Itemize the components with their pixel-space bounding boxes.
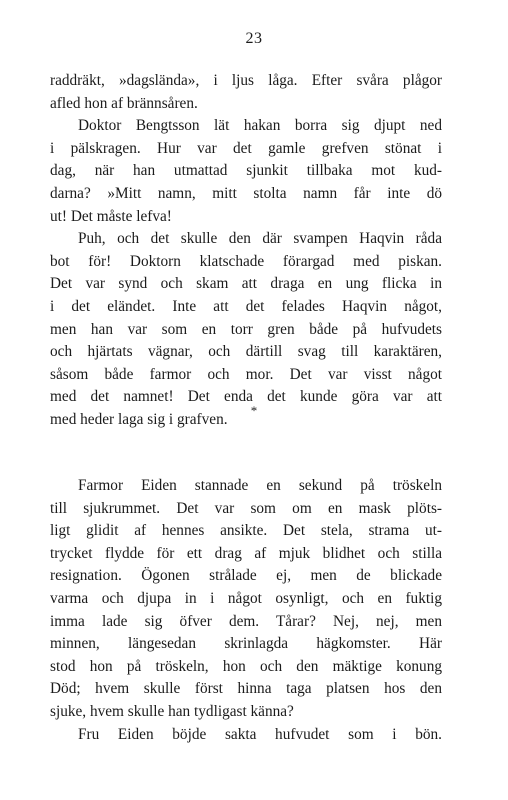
text-line: Fru Eiden böjde sakta hufvudet som i bön.	[78, 725, 442, 743]
text-line: bot för! Doktorn klatschade förargad med piskan.	[50, 252, 442, 270]
text-line: Puh, och det skulle den där svampen Haqvin råda	[78, 230, 442, 248]
page-number: 23	[245, 30, 263, 47]
text-line: med heder laga sig i grafven.	[50, 410, 228, 428]
text-block-second	[50, 475, 442, 746]
text-line: stod hon på tröskeln, hon och den mäktige konung	[50, 657, 442, 675]
text-line: med det namnet! Det enda det kunde göra var att	[50, 388, 442, 406]
text-line: Doktor Bengtsson lät hakan borra sig djupt ned	[78, 117, 442, 135]
text-line: Farmor Eiden stannade en sekund på tröskeln	[78, 477, 442, 494]
text-line: afled hon af brännsåren.	[50, 94, 198, 112]
text-line: i pälskragen. Hur var det gamle grefven stönat i	[50, 139, 442, 157]
text-line: Död; hvem skulle först hinna taga platsen hos den	[50, 680, 442, 698]
text-line: ligt glidit af hennes ansikte. Det stela, strama ut-	[50, 522, 442, 540]
text-line: raddräkt, »dagslända», i ljus låga. Efter svåra plågor	[50, 72, 442, 89]
text-line: och hjärtats vägnar, och därtill svag till karaktären,	[50, 343, 442, 361]
text-line: minnen, längesedan skrinlagda hägkomster. Här	[50, 635, 442, 653]
text-line: men han var som en torr gren både på hufvudets	[50, 320, 442, 338]
text-line: trycket flydde för ett drag af mjuk blidhet och stilla	[50, 544, 442, 562]
text-block-first	[50, 70, 442, 432]
text-line: Det var synd och skam att draga en ung flicka in	[50, 275, 442, 293]
text-line: resignation. Ögonen strålade ej, men de blickade	[50, 567, 442, 585]
section-separator: *	[250, 403, 258, 418]
text-line: ut! Det måste lefva!	[50, 207, 172, 225]
text-line: varma och djupa in i något osynligt, och en fuktig	[50, 589, 442, 607]
text-line: såsom både farmor och mor. Det var visst något	[50, 365, 442, 383]
text-line: imma lade sig öfver dem. Tårar? Nej, nej, men	[50, 612, 442, 630]
text-line: sjuke, hvem skulle han tydligast känna?	[50, 702, 294, 720]
text-line: till sjukrummet. Det var som om en mask plöts-	[50, 499, 442, 517]
text-line: dag, när han utmattad sjunkit tillbaka mot kud-	[50, 162, 442, 180]
text-line: darna? »Mitt namn, mitt stolta namn får inte dö	[50, 184, 442, 202]
text-line: i det eländet. Inte att det felades Haqvin något,	[50, 297, 442, 315]
